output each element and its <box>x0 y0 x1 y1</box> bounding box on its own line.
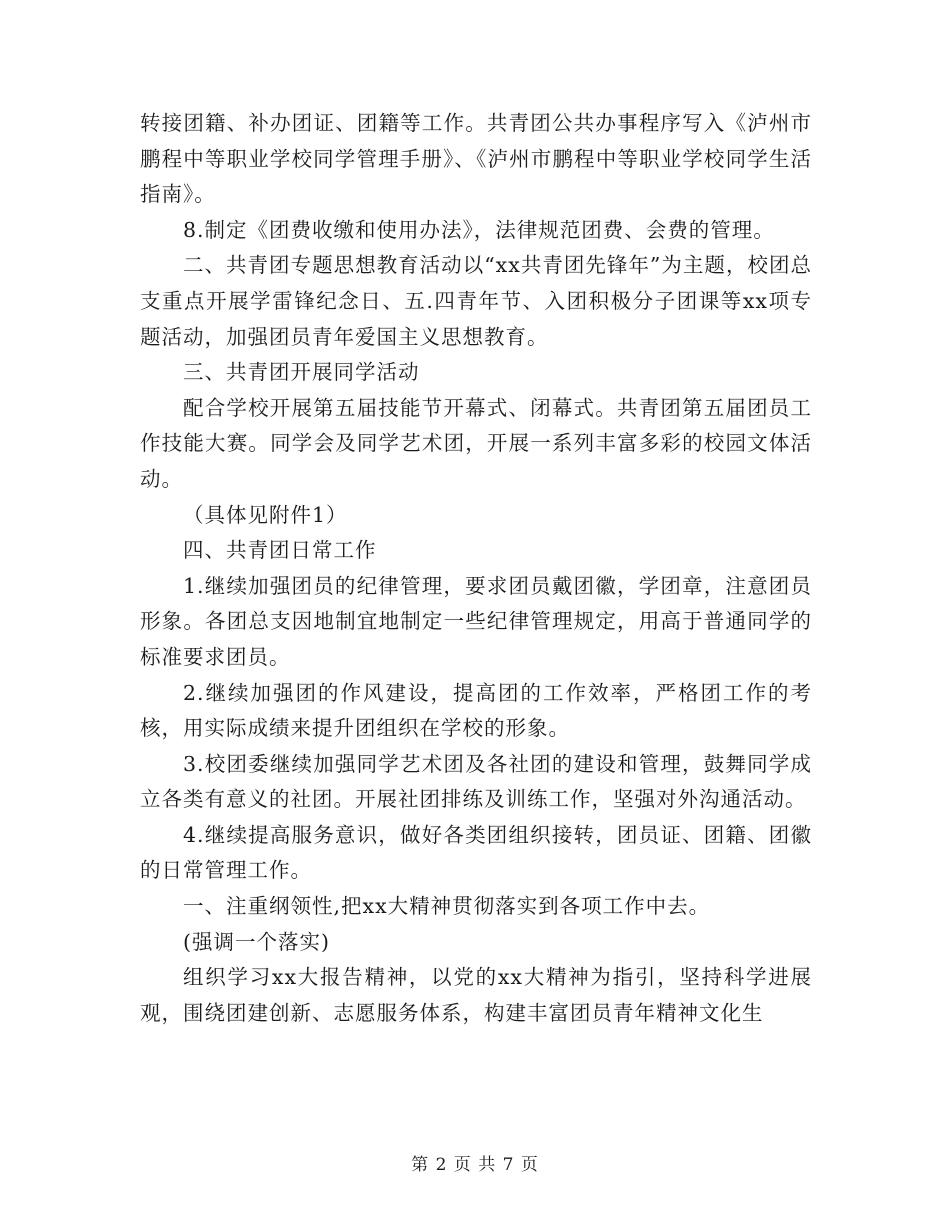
paragraph-2: 8.制定《团费收缴和使用办法》，法律规范团费、会费的管理。 <box>183 217 775 242</box>
paragraph-1: 转接团籍、补办团证、团籍等工作。共青团公共办事程序写入《泸州市鹏程中等职业学校同学管理手册》、《泸州市鹏程中等职业学校同学生活指南》。 <box>140 111 812 207</box>
paragraph-10: 3.校团委继续加强同学艺术团及各社团的建设和管理，鼓舞同学成立各类有意义的社团。开展社团排练及训练工作，坚强对外沟通活动。 <box>140 751 812 812</box>
page-number-footer: 第 2 页 共 7 页 <box>411 1155 539 1175</box>
section-heading-4: 四、共青团日常工作 <box>183 538 377 563</box>
paragraph-3: 二、共青团专题思想教育活动以“xx共青团先锋年”为主题，校团总支重点开展学雷锋纪念日、五.四青年节、入团积极分子团课等xx项专题活动，加强团员青年爱国主义思想教育。 <box>140 253 812 349</box>
emphasis-note: (强调一个落实) <box>183 929 330 954</box>
paragraph-8: 1.继续加强团员的纪律管理，要求团员戴团徽，学团章，注意团员形象。各团总支因地制宜地制定一些纪律管理规定，用高于普通同学的标准要求团员。 <box>140 573 812 669</box>
section-heading-3: 三、共青团开展同学活动 <box>183 360 420 385</box>
attachment-note: （具体见附件1） <box>183 502 348 527</box>
paragraph-14: 组织学习xx大报告精神，以党的xx大精神为指引，坚持科学进展观，围绕团建创新、志愿服务体系，构建丰富团员青年精神文化生 <box>140 965 812 1025</box>
paragraph-11: 4.继续提高服务意识，做好各类团组织接转，团员证、团籍、团徽的日常管理工作。 <box>140 822 812 883</box>
section-heading-1: 一、注重纲领性,把xx大精神贯彻落实到各项工作中去。 <box>183 894 711 919</box>
paragraph-5: 配合学校开展第五届技能节开幕式、闭幕式。共青团第五届团员工作技能大赛。同学会及同学艺术团，开展一系列丰富多彩的校园文体活动。 <box>140 395 812 491</box>
paragraph-9: 2.继续加强团的作风建设，提高团的工作效率，严格团工作的考核，用实际成绩来提升团组织在学校的形象。 <box>140 680 812 741</box>
document-body <box>140 106 812 1031</box>
